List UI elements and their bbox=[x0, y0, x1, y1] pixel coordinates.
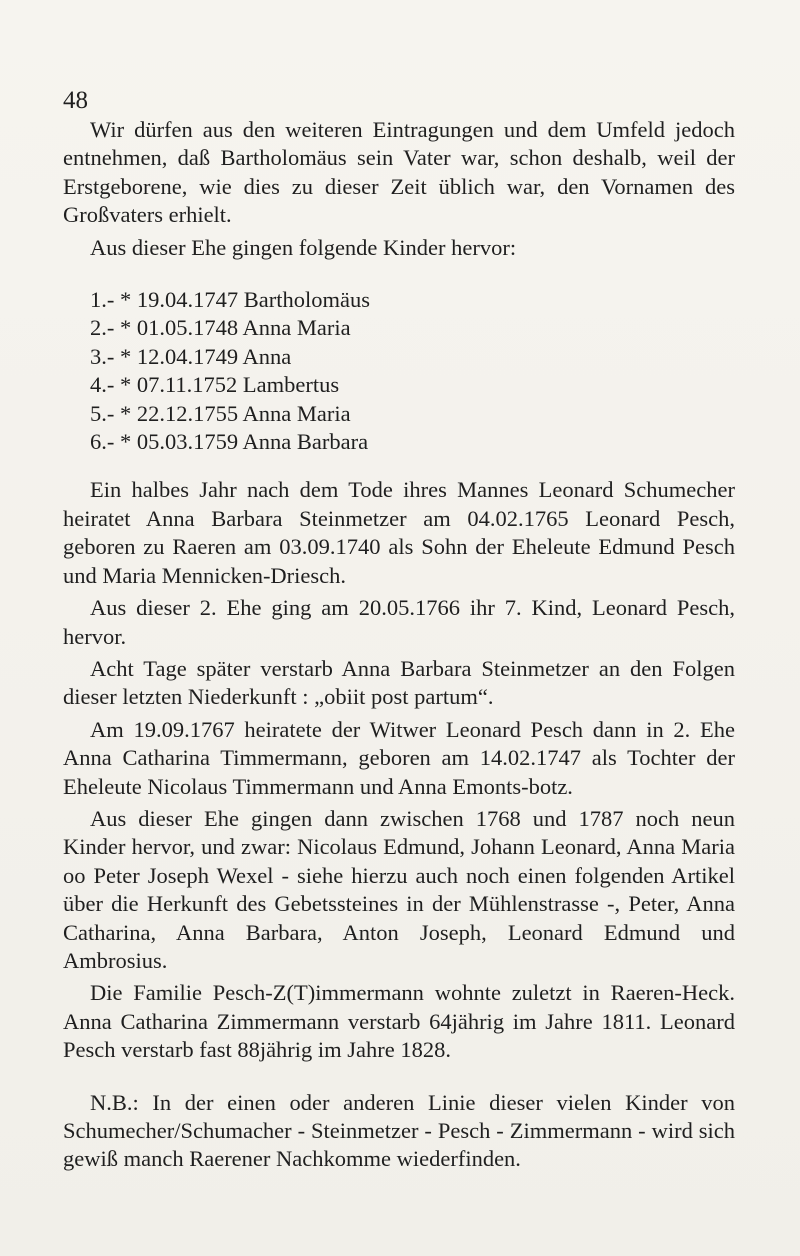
spacer bbox=[63, 1069, 735, 1089]
paragraph-family-residence: Die Familie Pesch-Z(T)immermann wohnte zuletzt in Raeren-Heck. Anna Catharina Zimmermann verstarb 64jährig im Jahre 1811. Leonard Pesch verstarb fast 88jährig im Jahre 1828. bbox=[63, 980, 735, 1063]
list-item: 5.- * 22.12.1755 Anna Maria bbox=[90, 400, 351, 426]
paragraph-death: Acht Tage später verstarb Anna Barbara Steinmetzer an den Folgen dieser letzten Niederkunft : „obiit post partum“. bbox=[63, 655, 735, 710]
paragraph-children-intro: Aus dieser Ehe gingen folgende Kinder hervor: bbox=[90, 234, 517, 260]
paragraph-note: N.B.: In der einen oder anderen Linie dieser vielen Kinder von Schumecher/Schumacher - Steinmetzer - Pesch - Zimmermann - wird sich gewiß manch Raerener Nachkomme wiederfinden. bbox=[63, 1089, 735, 1172]
list-item: 3.- * 12.04.1749 Anna bbox=[90, 343, 292, 369]
list-item: 6.- * 05.03.1759 Anna Barbara bbox=[90, 429, 369, 455]
paragraph-father: Wir dürfen aus den weiteren Eintragungen und dem Umfeld jedoch entnehmen, daß Bartholomäus sein Vater war, schon deshalb, weil der Erstgeborene, wie dies zu dieser Zeit üblich war, den Vornamen des Großvaters erhielt. bbox=[63, 117, 735, 228]
list-item: 2.- * 01.05.1748 Anna Maria bbox=[90, 315, 351, 341]
paragraph-remarriage: Ein halbes Jahr nach dem Tode ihres Mannes Leonard Schumecher heiratet Anna Barbara Steinmetzer am 04.02.1765 Leonard Pesch, geboren zu Raeren am 03.09.1740 als Sohn der Eheleute Edmund Pesch und Maria Mennicken-Driesch. bbox=[63, 477, 735, 588]
list-item: 1.- * 19.04.1747 Bartholomäus bbox=[90, 287, 370, 313]
page-body bbox=[63, 116, 735, 1178]
list-item: 4.- * 07.11.1752 Lambertus bbox=[90, 372, 340, 398]
spacer bbox=[63, 456, 735, 476]
page-number: 48 bbox=[63, 87, 88, 114]
paragraph-second-marriage: Am 19.09.1767 heiratete der Witwer Leonard Pesch dann in 2. Ehe Anna Catharina Timmermann, geboren am 14.02.1747 als Tochter der Eheleute Nicolaus Timmermann und Anna Emonts-botz. bbox=[63, 716, 735, 799]
spacer bbox=[63, 266, 735, 286]
children-list bbox=[63, 286, 735, 456]
paragraph-seventh-child: Aus dieser 2. Ehe ging am 20.05.1766 ihr 7. Kind, Leonard Pesch, hervor. bbox=[63, 595, 735, 649]
paragraph-nine-children: Aus dieser Ehe gingen dann zwischen 1768 und 1787 noch neun Kinder hervor, und zwar: Nicolaus Edmund, Johann Leonard, Anna Maria oo Peter Joseph Wexel - siehe hierzu auch noch einen folgenden Artikel über die Herkunft des Gebetssteines in der Mühlenstrasse -, Peter, Anna Catharina, Anna Barbara, Anton Joseph, Leonard Edmund und Ambrosius. bbox=[63, 805, 735, 973]
